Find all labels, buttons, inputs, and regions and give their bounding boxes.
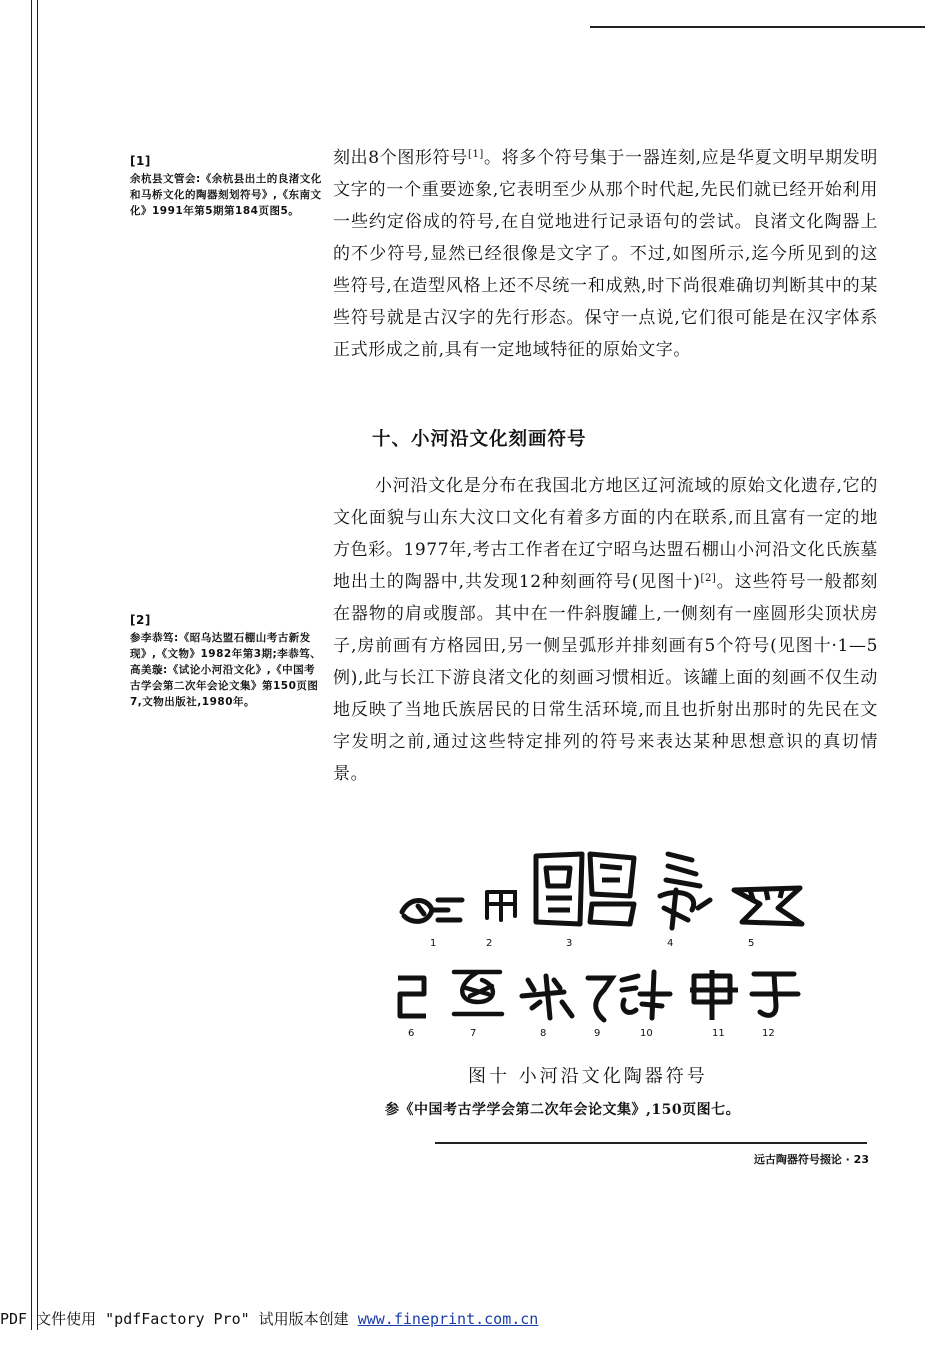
symbol-label-5: 5 (748, 938, 755, 949)
symbol-12-image (746, 966, 802, 1024)
pdf-watermark-text: PDF 文件使用 "pdfFactory Pro" 试用版本创建 (0, 1310, 358, 1328)
running-footer: 远古陶器符号掇论 · 23 (753, 1153, 869, 1166)
paragraph-1-text-b: 。将多个符号集于一器连刻,应是华夏文明早期发明文字的一个重要迹象,它表明至少从那个时代起,先民们就已经开始利用一些约定俗成的符号,在自觉地进行记录语句的尝试。良渚文化陶器上的不少符号,显然已经很像是文字了。不过,如图所示,迄今所见到的这些符号,在造型风格上还不尽统一和成熟,时下尚很难确切判断其中的某些符号就是古汉字的先行形态。保守一点说,它们很可能是在汉字体系正式形成之前,具有一定地域特征的原始文字。 (333, 148, 879, 360)
symbol-8-image (518, 966, 578, 1022)
paragraph-1-text-a: 刻出8个图形符号 (333, 148, 468, 168)
symbol-3-image (530, 848, 642, 930)
left-margin-line (31, 0, 32, 1330)
symbol-label-2: 2 (486, 938, 493, 949)
left-margin-line-2 (37, 0, 38, 1330)
fineprint-link[interactable]: www.fineprint.com.cn (357, 1310, 539, 1328)
paragraph-2-text-a: 小河沿文化是分布在我国北方地区辽河流域的原始文化遗存,它的文化面貌与山东大汶口文化有着多方面的内在联系,而且富有一定的地方色彩。1977年,考古工作者在辽宁昭乌达盟石棚山小河沿文化氏族墓地出土的陶器中,共发现12种刻画符号(见图十) (333, 476, 878, 592)
body-paragraph-2 (333, 470, 878, 790)
symbol-label-11: 11 (712, 1028, 725, 1039)
footnote-2-number: [2] (130, 613, 151, 627)
symbol-label-8: 8 (540, 1028, 547, 1039)
symbol-label-9: 9 (594, 1028, 601, 1039)
symbol-label-1: 1 (430, 938, 437, 949)
symbol-label-3: 3 (566, 938, 573, 949)
top-rule (590, 26, 925, 28)
symbol-label-4: 4 (667, 938, 674, 949)
symbol-9-image (582, 970, 618, 1024)
footnote-ref-1[interactable]: [1] (467, 149, 484, 160)
symbol-11-image (686, 966, 742, 1024)
symbol-label-6: 6 (408, 1028, 415, 1039)
symbol-10-image (616, 966, 676, 1024)
symbol-2-image (481, 886, 521, 926)
paragraph-2-text-b: 。这些符号一般都刻在器物的肩或腹部。其中在一件斜腹罐上,一侧刻有一座圆形尖顶状房子,房前画有方格园田,另一侧呈弧形并排刻画有5个符号(见图十·1—5例),此与长江下游良渚文化的刻画习惯相近。该罐上面的刻画不仅生动地反映了当地氏族居民的日常生活环境,而且也折射出那时的先民在文字发明之前,通过这些特定排列的符号来表达某种思想意识的真切情景。 (333, 572, 878, 784)
symbol-7-image (448, 966, 508, 1024)
footnote-1 (130, 153, 325, 219)
section-heading: 十、小河沿文化刻画符号 (372, 429, 587, 450)
symbol-4-image (648, 850, 718, 932)
figure-source: 参《中国考古学学会第二次年会论文集》,150页图七。 (385, 1102, 741, 1118)
footnote-1-number: [1] (130, 154, 151, 168)
footnote-2 (130, 612, 325, 710)
symbol-label-7: 7 (470, 1028, 477, 1039)
footnote-2-text: 参李恭笃:《昭乌达盟石棚山考古新发现》,《文物》1982年第3期;李恭笃、高美璇:《试论小河沿文化》,《中国考古学会第二次年会论文集》第150页图7,文物出版社,1980年。 (130, 632, 322, 708)
symbol-label-12: 12 (762, 1028, 775, 1039)
symbol-label-10: 10 (640, 1028, 653, 1039)
symbol-6-image (392, 972, 432, 1022)
body-paragraph-1 (333, 142, 878, 366)
footnote-ref-2[interactable]: [2] (700, 573, 717, 584)
figure-caption: 图十 小河沿文化陶器符号 (468, 1066, 708, 1087)
footer-rule (435, 1142, 867, 1144)
symbol-1-image (398, 890, 468, 930)
footnote-1-text: 余杭县文管会:《余杭县出土的良渚文化和马桥文化的陶器刻划符号》,《东南文化》1991年第5期第184页图5。 (130, 173, 322, 217)
pdf-watermark (0, 1308, 538, 1329)
symbol-5-image (730, 880, 810, 930)
